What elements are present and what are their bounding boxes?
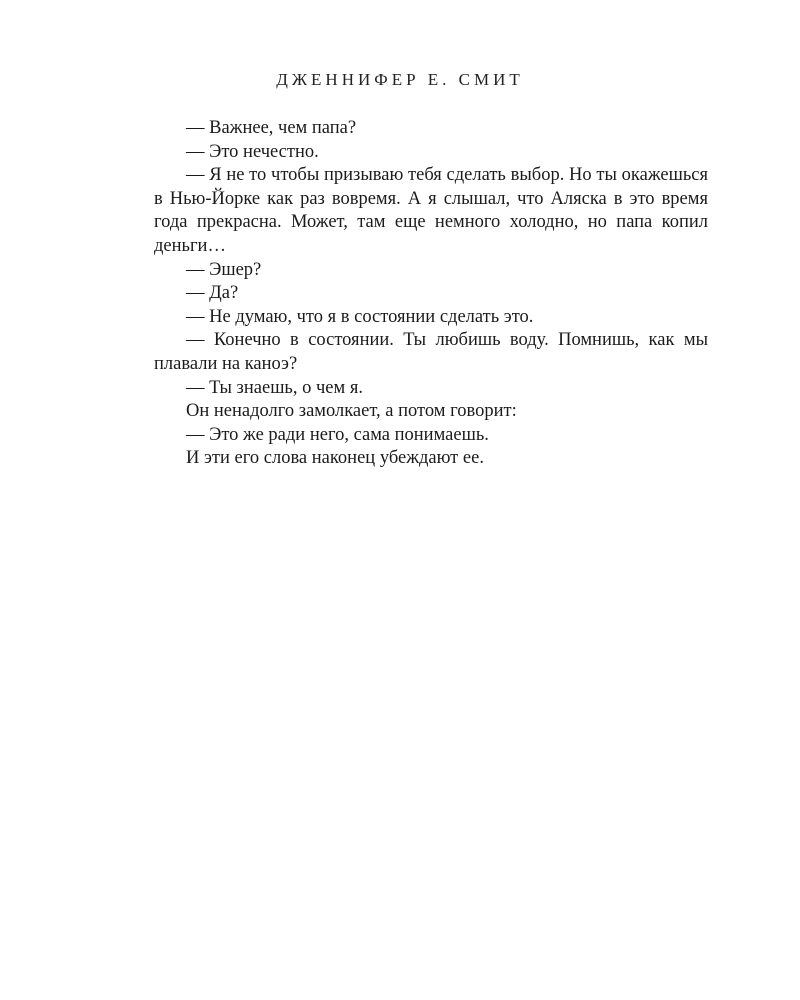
paragraph: — Важнее, чем папа? bbox=[186, 118, 357, 138]
paragraph: — Эшер? bbox=[186, 259, 262, 280]
paragraph: — Не думаю, что я в состоянии сделать это. bbox=[186, 306, 534, 327]
paragraph: — Ты знаешь, о чем я. bbox=[186, 377, 363, 398]
running-head-author: ДЖЕННИФЕР Е. СМИТ bbox=[276, 70, 524, 89]
paragraph: — Это же ради него, сама понимаешь. bbox=[186, 424, 489, 445]
body-text bbox=[154, 117, 708, 471]
paragraph: — Конечно в состоянии. Ты любишь воду. Помнишь, как мы плавали на каноэ? bbox=[154, 330, 708, 374]
paragraph: — Я не то чтобы призываю тебя сделать выбор. Но ты окажешься в Нью-Йорке как раз вовремя. А я слышал, что Аляска в это время года прекрасна. Может, там еще немного холодно, но папа копил деньги… bbox=[154, 165, 708, 256]
paragraph: И эти его слова наконец убеждают ее. bbox=[186, 448, 484, 469]
paragraph: — Это нечестно. bbox=[186, 141, 319, 162]
paragraph: — Да? bbox=[186, 283, 239, 304]
paragraph: Он ненадолго замолкает, а потом говорит: bbox=[186, 401, 517, 422]
